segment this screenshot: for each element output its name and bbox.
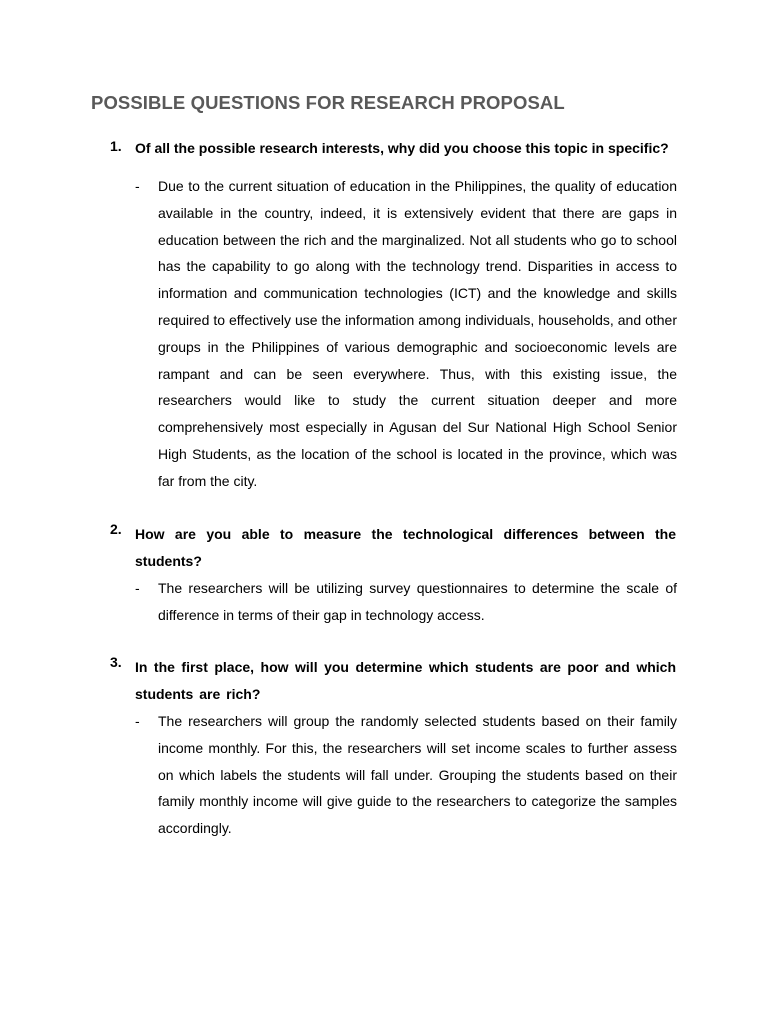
bullet-dash: - (135, 580, 140, 596)
question-number: 3. (110, 654, 122, 670)
question-text: How are you able to measure the technological differences between the students? (135, 526, 676, 569)
bullet-dash: - (135, 178, 140, 194)
question-number: 1. (110, 138, 122, 154)
question-3 (110, 654, 676, 708)
question-1 (110, 138, 676, 158)
question-2 (110, 521, 676, 575)
question-number: 2. (110, 521, 122, 537)
bullet-dash: - (135, 713, 140, 729)
answer-text: The researchers will group the randomly selected students based on their family income monthly. For this, the researchers will set income scales to further assess on which labels the students will fall under. Grouping the students based on their family monthly income will give guide to the researchers to categorize the samples accordingly. (158, 713, 677, 837)
page-title: POSSIBLE QUESTIONS FOR RESEARCH PROPOSAL (91, 92, 565, 113)
answer-text: Due to the current situation of education in the Philippines, the quality of education available in the country, indeed, it is extensively evident that there are gaps in education between the rich and the marginalized. Not all students who go to school has the capability to go along with the technology trend. Disparities in access to information and communication technologies (ICT) and the knowledge and skills required to effectively use the information among individuals, households, and other groups in the Philippines of various demographic and socioeconomic levels are rampant and can be seen everywhere. Thus, with this existing issue, the researchers would like to study the current situation deeper and more comprehensively most especially in Agusan del Sur National High School Senior High Students, as the location of the school is located in the province, which was far from the city. (158, 178, 677, 489)
answer-2 (135, 575, 677, 629)
answer-3 (135, 708, 677, 842)
answer-text: The researchers will be utilizing survey questionnaires to determine the scale of difference in terms of their gap in technology access. (158, 580, 677, 623)
answer-1 (135, 173, 677, 495)
question-text: Of all the possible research interests, why did you choose this topic in specific? (135, 140, 669, 156)
question-text: In the first place, how will you determine which students are poor and which students are rich? (135, 659, 676, 702)
